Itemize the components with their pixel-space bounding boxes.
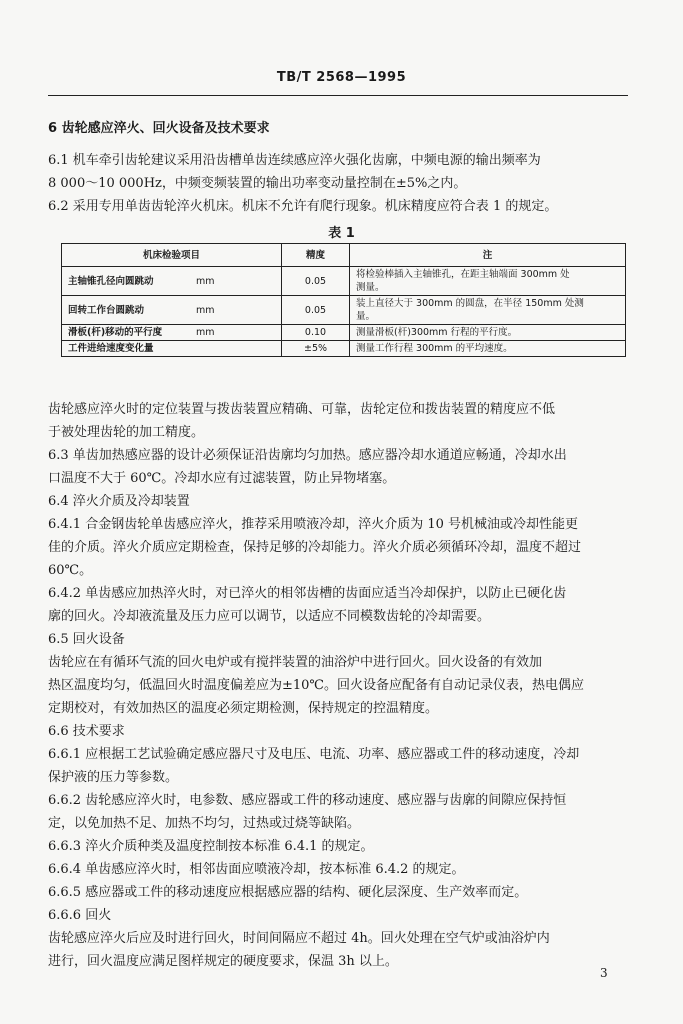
- body-line: 定，以免加热不足、加热不均匀，过热或过烧等缺陷。: [48, 816, 361, 831]
- accuracy-cell: ±5%: [282, 341, 350, 357]
- item-unit: mm: [196, 275, 215, 287]
- note-cell: [350, 296, 626, 325]
- body-line: 6.4.2 单齿感应加热淬火时，对已淬火的相邻齿槽的齿面应适当冷却保护，以防止已硬化齿: [48, 586, 567, 601]
- accuracy-cell: 0.05: [282, 296, 350, 325]
- note-line: 测量。: [356, 282, 385, 293]
- column-header-item: 机床检验项目: [62, 244, 282, 267]
- accuracy-cell: 0.10: [282, 325, 350, 341]
- item-unit: mm: [196, 304, 215, 316]
- body-line: 于被处理齿轮的加工精度。: [48, 425, 205, 440]
- body-line: 齿轮应在有循环气流的回火电炉或有搅拌装置的油浴炉中进行回火。回火设备的有效加: [48, 655, 543, 670]
- header-rule: [48, 95, 628, 96]
- body-line: 齿轮感应淬火时的定位装置与拨齿装置应精确、可靠，齿轮定位和拨齿装置的精度应不低: [48, 402, 556, 417]
- body-line: 6.5 回火设备: [48, 632, 125, 647]
- body-line: 6.6.5 感应器或工件的移动速度应根据感应器的结构、硬化层深度、生产效率而定。: [48, 885, 528, 900]
- section-6-heading: 6 齿轮感应淬火、回火设备及技术要求: [48, 121, 270, 136]
- note-line: 测量滑板(杆)300mm 行程的平行度。: [356, 327, 518, 338]
- table-row: [62, 325, 626, 341]
- item-cell: [62, 325, 282, 341]
- item-name: 主轴锥孔径向圆跳动: [68, 275, 154, 287]
- standard-number-header: TB/T 2568—1995: [276, 70, 407, 85]
- table-row: [62, 267, 626, 296]
- body-line: 6.6.2 齿轮感应淬火时，电参数、感应器或工件的移动速度、感应器与齿廓的间隙应保持恒: [48, 793, 567, 808]
- body-line: 60℃。: [48, 563, 93, 578]
- note-line: 测量工作行程 300mm 的平均速度。: [356, 343, 513, 354]
- note-cell: [350, 267, 626, 296]
- column-header-note: 注: [350, 244, 626, 267]
- item-name: 工件进给速度变化量: [68, 343, 154, 354]
- clause-6-2-line: 6.2 采用专用单齿齿轮淬火机床。机床不允许有爬行现象。机床精度应符合表 1 的规定。: [48, 199, 558, 214]
- table-row: [62, 296, 626, 325]
- item-cell: [62, 267, 282, 296]
- item-name: 滑板(杆)移动的平行度: [68, 327, 163, 338]
- body-line: 6.6.1 应根据工艺试验确定感应器尺寸及电压、电流、功率、感应器或工件的移动速度，冷却: [48, 747, 580, 762]
- note-cell: [350, 325, 626, 341]
- body-line: 6.6.3 淬火介质种类及温度控制按本标准 6.4.1 的规定。: [48, 839, 374, 854]
- accuracy-cell: 0.05: [282, 267, 350, 296]
- body-line: 进行，回火温度应满足图样规定的硬度要求，保温 3h 以上。: [48, 954, 398, 969]
- body-line: 6.6.6 回火: [48, 908, 112, 923]
- machine-accuracy-table: [61, 243, 626, 357]
- note-line: 将检验棒插入主轴锥孔，在距主轴端面 300mm 处: [356, 269, 570, 280]
- note-line: 量。: [356, 311, 376, 322]
- body-line: 6.6.4 单齿感应淬火时，相邻齿面应喷液冷却，按本标准 6.4.2 的规定。: [48, 862, 465, 877]
- body-line: 口温度不大于 60℃。冷却水应有过滤装置，防止异物堵塞。: [48, 471, 396, 486]
- item-cell: [62, 341, 282, 357]
- body-line: 6.4 淬火介质及冷却装置: [48, 494, 190, 509]
- body-line: 6.6 技术要求: [48, 724, 125, 739]
- table-row: [62, 341, 626, 357]
- body-line: 廓的回火。冷却液流量及压力应可以调节，以适应不同模数齿轮的冷却需要。: [48, 609, 491, 624]
- body-line: 佳的介质。淬火介质应定期检查，保持足够的冷却能力。淬火介质必须循环冷却，温度不超过: [48, 540, 582, 555]
- note-cell: [350, 341, 626, 357]
- body-line: 热区温度均匀，低温回火时温度偏差应为±10℃。回火设备应配备有自动记录仪表，热电偶应: [48, 678, 584, 693]
- note-line: 装上直径大于 300mm 的圆盘，在半径 150mm 处测: [356, 298, 584, 309]
- body-line: 定期校对，有效加热区的温度必须定期检测，保持规定的控温精度。: [48, 701, 439, 716]
- clause-6-1-line-2: 8 000～10 000Hz，中频变频装置的输出功率变动量控制在±5%之内。: [48, 176, 467, 191]
- page-number: 3: [600, 966, 608, 980]
- table-1-title: 表 1: [328, 226, 355, 241]
- clause-6-1-line-1: 6.1 机车牵引齿轮建议采用沿齿槽单齿连续感应淬火强化齿廓，中频电源的输出频率为: [48, 153, 541, 168]
- item-unit: mm: [196, 327, 215, 338]
- column-header-accuracy: 精度: [282, 244, 350, 267]
- body-line: 齿轮感应淬火后应及时进行回火，时间间隔应不超过 4h。回火处理在空气炉或油浴炉内: [48, 931, 550, 946]
- body-line: 6.4.1 合金钢齿轮单齿感应淬火，推荐采用喷液冷却，淬火介质为 10 号机械油或冷却性能更: [48, 517, 579, 532]
- item-cell: [62, 296, 282, 325]
- body-line: 保护液的压力等参数。: [48, 770, 179, 785]
- table-header-row: [62, 244, 626, 267]
- body-line: 6.3 单齿加热感应器的设计必须保证沿齿廓均匀加热。感应器冷却水通道应畅通，冷却水出: [48, 448, 567, 463]
- item-name: 回转工作台圆跳动: [68, 304, 145, 316]
